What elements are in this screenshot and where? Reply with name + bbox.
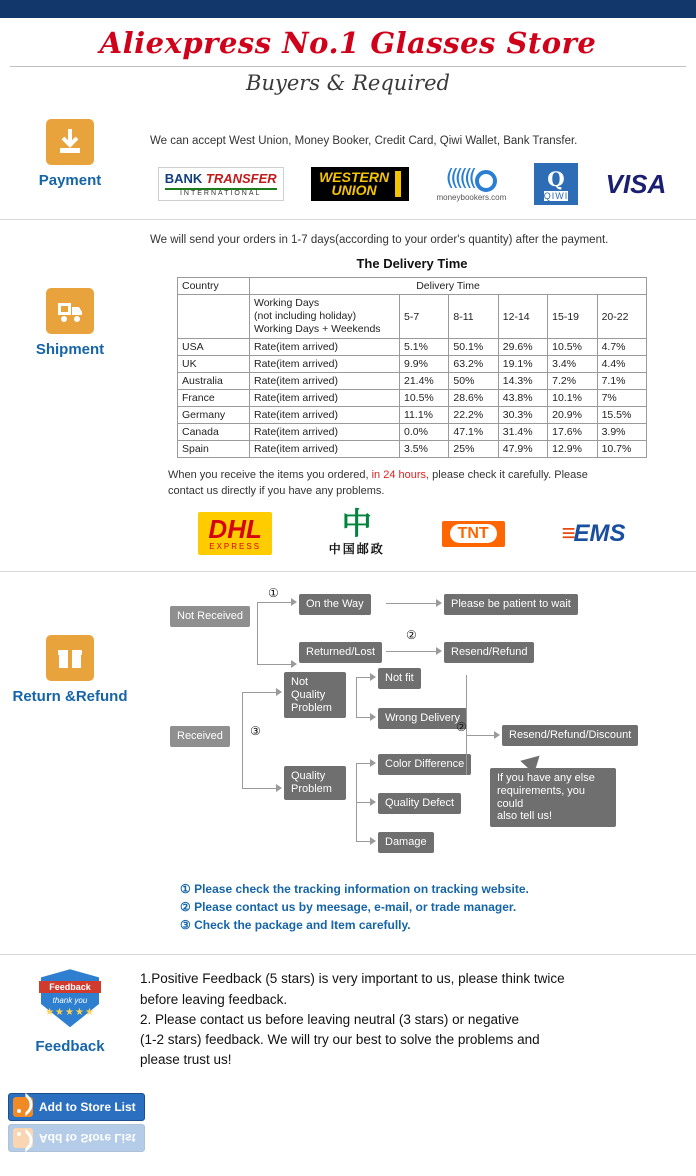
shipment-note: We will send your orders in 1-7 days(according to your order's quantity) after the payment. xyxy=(150,234,609,246)
th-range-2: 12-14 xyxy=(498,295,547,339)
return-note-3: ③ Check the package and Item carefully. xyxy=(180,918,411,933)
bank-transfer-sub: INTERNATIONAL xyxy=(165,188,277,197)
flow-node-resend-refund: Resend/Refund xyxy=(444,642,534,663)
check-note-c: contact us directly if you have any problems. xyxy=(168,485,385,498)
flow-node-returned-lost: Returned/Lost xyxy=(299,642,382,663)
header-block xyxy=(0,18,696,105)
cell-country: France xyxy=(178,390,250,407)
moneybookers-text: moneybookers.com xyxy=(436,192,507,202)
table-row xyxy=(178,339,647,356)
payment-label: Payment xyxy=(38,172,102,189)
th-range-0: 5-7 xyxy=(400,295,449,339)
cell-value: 7.2% xyxy=(548,373,597,390)
qiwi-mark: Q xyxy=(547,167,565,191)
cell-rate-label: Rate(item arrived) xyxy=(250,390,400,407)
footer xyxy=(0,1087,696,1152)
cell-value: 19.1% xyxy=(498,356,547,373)
shipment-label: Shipment xyxy=(35,341,105,358)
cell-value: 29.6% xyxy=(498,339,547,356)
flow-marker-2: ② xyxy=(406,628,417,643)
cell-value: 0.0% xyxy=(400,424,449,441)
th-blank xyxy=(178,295,250,339)
courier-logos xyxy=(140,500,684,561)
delivery-time-table xyxy=(177,277,647,458)
flow-marker-3: ③ xyxy=(250,724,261,739)
add-to-store-list-reflection xyxy=(8,1123,696,1152)
th-range-3: 15-19 xyxy=(548,295,597,339)
th-range-1: 8-11 xyxy=(449,295,498,339)
top-bar xyxy=(0,0,696,18)
cell-value: 9.9% xyxy=(400,356,449,373)
cell-country: Australia xyxy=(178,373,250,390)
bank-transfer-word1: BANK xyxy=(164,171,203,186)
cell-country: Spain xyxy=(178,441,250,458)
bottom-strip xyxy=(0,1152,696,1164)
flow-node-received: Received xyxy=(170,726,230,747)
qiwi-text: QIWI xyxy=(543,191,569,201)
add-to-store-list-label: Add to Store List xyxy=(39,1099,136,1114)
table-row xyxy=(178,356,647,373)
tnt-text: TNT xyxy=(450,524,497,543)
delivery-table-title: The Delivery Time xyxy=(356,256,468,271)
th-wd-line2: (not including holiday) xyxy=(254,310,357,323)
table-row xyxy=(178,407,647,424)
feedback-text xyxy=(140,963,684,1076)
flow-node-be-patient: Please be patient to wait xyxy=(444,594,578,615)
flow-node-not-fit: Not fit xyxy=(378,668,421,689)
shipment-left xyxy=(0,228,140,561)
flow-marker-1: ① xyxy=(268,586,279,601)
cell-value: 4.4% xyxy=(597,356,646,373)
th-range-4: 20-22 xyxy=(597,295,646,339)
th-country: Country xyxy=(178,278,250,295)
feedback-right xyxy=(140,963,696,1076)
cell-value: 7% xyxy=(597,390,646,407)
cell-value: 10.7% xyxy=(597,441,646,458)
china-post-text: 中国邮政 xyxy=(328,542,385,557)
check-items-note xyxy=(140,458,684,500)
cell-value: 11.1% xyxy=(400,407,449,424)
delivery-truck-icon xyxy=(46,288,94,334)
gift-box-icon xyxy=(46,635,94,681)
cell-value: 3.9% xyxy=(597,424,646,441)
cell-value: 20.9% xyxy=(548,407,597,424)
check-note-b: please check it carefully. Please xyxy=(432,469,588,482)
cell-value: 47.1% xyxy=(449,424,498,441)
nqp-line1: Not xyxy=(291,676,309,689)
cell-value: 50% xyxy=(449,373,498,390)
table-header-row xyxy=(178,278,647,295)
rss-icon xyxy=(13,1097,33,1117)
flow-marker-2b: ② xyxy=(456,720,467,735)
qp-line1: Quality xyxy=(291,770,326,783)
th-wd-line1: Working Days xyxy=(254,297,320,309)
cell-value: 63.2% xyxy=(449,356,498,373)
western-union-line1: WESTERN xyxy=(319,169,390,185)
payment-left xyxy=(0,113,140,209)
add-to-store-list-button[interactable] xyxy=(8,1093,145,1121)
bank-transfer-logo xyxy=(158,167,284,201)
tnt-logo xyxy=(442,521,505,547)
nqp-line3: Problem xyxy=(291,701,332,714)
table-row xyxy=(178,390,647,407)
moneybookers-logo: (((((( moneybookers.com xyxy=(436,166,507,202)
flow-node-quality-defect: Quality Defect xyxy=(378,793,461,814)
cell-value: 47.9% xyxy=(498,441,547,458)
return-refund-section xyxy=(0,571,696,954)
cell-value: 25% xyxy=(449,441,498,458)
cell-value: 30.3% xyxy=(498,407,547,424)
payment-section xyxy=(0,105,696,219)
callout-line3: also tell us! xyxy=(497,810,553,823)
cell-rate-label: Rate(item arrived) xyxy=(250,356,400,373)
cell-value: 3.5% xyxy=(400,441,449,458)
feedback-line-5: please trust us! xyxy=(140,1052,232,1068)
flow-node-quality-problem xyxy=(284,766,346,799)
return-right xyxy=(140,580,696,944)
flow-node-on-the-way: On the Way xyxy=(299,594,371,615)
dhl-sub: EXPRESS xyxy=(209,542,262,552)
flow-node-not-received: Not Received xyxy=(170,606,250,627)
cell-country: USA xyxy=(178,339,250,356)
table-row xyxy=(178,441,647,458)
feedback-ribbon-text: Feedback xyxy=(39,981,101,993)
callout-line1: If you have any else xyxy=(497,772,595,785)
return-flow-diagram xyxy=(150,580,684,870)
ems-logo: ≡EMS xyxy=(561,519,626,547)
th-delivery-time: Delivery Time xyxy=(250,278,647,295)
cell-value: 10.1% xyxy=(548,390,597,407)
cell-value: 12.9% xyxy=(548,441,597,458)
western-union-line2: UNION xyxy=(331,182,377,198)
cell-value: 3.4% xyxy=(548,356,597,373)
cell-value: 4.7% xyxy=(597,339,646,356)
cell-value: 28.6% xyxy=(449,390,498,407)
feedback-stars: ★★★★★ xyxy=(45,1007,95,1019)
flow-node-color-difference: Color Difference xyxy=(378,754,471,775)
cell-value: 31.4% xyxy=(498,424,547,441)
feedback-section xyxy=(0,954,696,1086)
visa-text: VISA xyxy=(605,168,667,199)
qp-line2: Problem xyxy=(291,782,332,795)
return-notes xyxy=(140,870,684,944)
cell-value: 43.8% xyxy=(498,390,547,407)
cell-value: 7.1% xyxy=(597,373,646,390)
cell-country: Germany xyxy=(178,407,250,424)
page-title: Aliexpress No.1 Glasses Store xyxy=(99,26,597,60)
cell-value: 21.4% xyxy=(400,373,449,390)
shipment-section xyxy=(0,219,696,571)
china-post-logo: 中 中国邮政 xyxy=(328,507,385,557)
feedback-line-3: 2. Please contact us before leaving neutral (3 stars) or negative xyxy=(140,1011,519,1027)
feedback-thanks-text: thank you xyxy=(52,996,88,1006)
payment-right xyxy=(140,113,696,209)
qiwi-logo xyxy=(534,163,579,205)
western-union-logo xyxy=(311,167,409,201)
cell-value: 17.6% xyxy=(548,424,597,441)
feedback-line-4: (1-2 stars) feedback. We will try our best to solve the problems and xyxy=(140,1032,540,1047)
nqp-line2: Quality xyxy=(291,688,326,701)
ems-text: EMS xyxy=(573,519,626,547)
return-note-2: ② Please contact us by meesage, e-mail, or trade manager. xyxy=(180,900,517,915)
feedback-line-2: before leaving feedback. xyxy=(140,991,288,1007)
flow-node-wrong-delivery: Wrong Delivery xyxy=(378,708,467,729)
th-working-days xyxy=(250,295,400,339)
check-note-highlight: in 24 hours, xyxy=(371,469,430,482)
cell-value: 22.2% xyxy=(449,407,498,424)
payment-note: We can accept West Union, Money Booker, Credit Card, Qiwi Wallet, Bank Transfer. xyxy=(150,135,578,147)
dhl-logo xyxy=(198,512,271,555)
dhl-main: DHL xyxy=(208,514,262,545)
page-subtitle: Buyers & Required xyxy=(246,71,450,95)
cell-country: UK xyxy=(178,356,250,373)
th-wd-line3: Working Days + Weekends xyxy=(254,323,381,336)
cell-value: 14.3% xyxy=(498,373,547,390)
callout-line2: requirements, you could xyxy=(497,784,586,810)
flow-node-damage: Damage xyxy=(378,832,434,853)
cell-country: Canada xyxy=(178,424,250,441)
table-row xyxy=(178,373,647,390)
flow-callout xyxy=(490,768,616,827)
return-left xyxy=(0,580,140,944)
cell-rate-label: Rate(item arrived) xyxy=(250,339,400,356)
rss-icon-reflection xyxy=(13,1128,33,1148)
download-box-icon xyxy=(46,119,94,165)
table-row xyxy=(178,424,647,441)
cell-rate-label: Rate(item arrived) xyxy=(250,407,400,424)
cell-value: 50.1% xyxy=(449,339,498,356)
return-note-1: ① Please check the tracking information on tracking website. xyxy=(180,882,529,897)
shipment-right xyxy=(140,228,696,561)
feedback-line-1: 1.Positive Feedback (5 stars) is very important to us, please think twice xyxy=(140,971,565,987)
cell-rate-label: Rate(item arrived) xyxy=(250,441,400,458)
feedback-label: Feedback xyxy=(35,1038,105,1056)
cell-value: 15.5% xyxy=(597,407,646,424)
cell-value: 10.5% xyxy=(548,339,597,356)
visa-logo xyxy=(606,169,667,200)
flow-node-not-quality-problem xyxy=(284,672,346,718)
feedback-shield-icon xyxy=(39,969,101,1031)
return-refund-label: Return &Refund xyxy=(12,688,128,706)
flow-node-resend-refund-discount: Resend/Refund/Discount xyxy=(502,725,638,746)
check-note-a: When you receive the items you ordered, xyxy=(168,469,369,482)
cell-rate-label: Rate(item arrived) xyxy=(250,373,400,390)
table-subheader-row xyxy=(178,295,647,339)
payment-logos xyxy=(140,163,684,209)
cell-value: 5.1% xyxy=(400,339,449,356)
bank-transfer-word2: TRANSFER xyxy=(205,171,277,186)
cell-rate-label: Rate(item arrived) xyxy=(250,424,400,441)
add-to-store-list-label-reflection: Add to Store List xyxy=(39,1130,136,1145)
cell-value: 10.5% xyxy=(400,390,449,407)
feedback-left xyxy=(0,963,140,1076)
